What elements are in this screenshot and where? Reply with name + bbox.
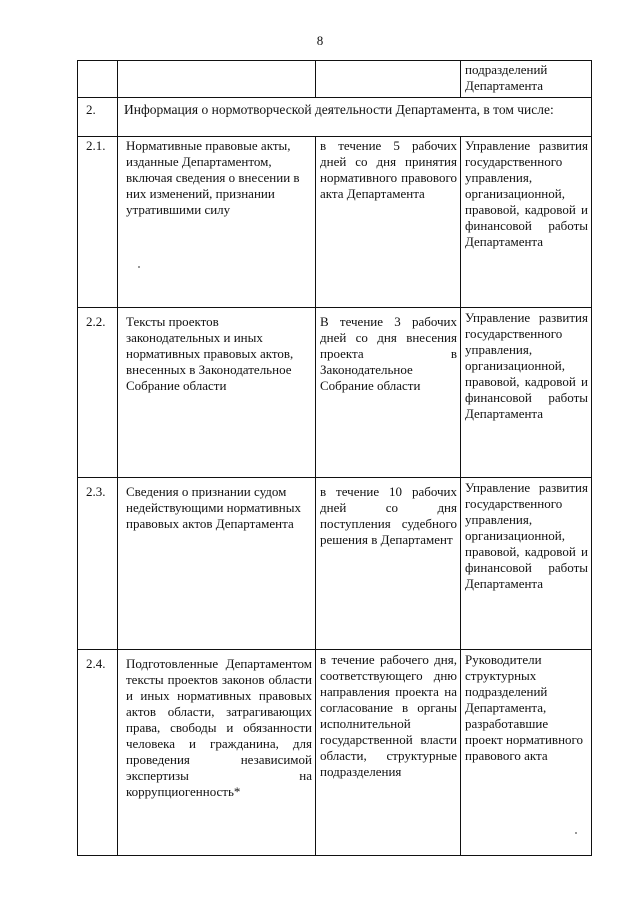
info-cell: Подготовленные Департаментом тексты проектов законов области и иных нормативных правовых актов области, затрагивающих права, свободы и обязанности человека и гражданина, для проведения независимой экспертизы на коррупциогенность*: [118, 650, 316, 856]
table-row-2-3: [78, 478, 592, 650]
row-number-cell: 2.: [78, 98, 118, 137]
row-number-cell: 2.2.: [78, 308, 118, 478]
table-row-continuation: [78, 61, 592, 98]
term-cell: в течение 5 рабочих дней со дня принятия нормативного правового акта Департамента: [316, 137, 461, 308]
row-number-cell: 2.3.: [78, 478, 118, 650]
row-number-cell: 2.1.: [78, 137, 118, 308]
term-cell: в течение 10 рабочих дней со дня поступления судебного решения в Департамент: [316, 478, 461, 650]
info-cell: Сведения о признании судом недействующими нормативных правовых актов Департамента: [118, 478, 316, 650]
responsible-cell: Управление развития государственного управления, организационной, правовой, кадровой и финансовой работы Департамента: [461, 137, 592, 308]
responsible-cell: Управление развития государственного управления, организационной, правовой, кадровой и финансовой работы Департамента: [461, 478, 592, 650]
information-table: [77, 60, 592, 856]
scan-speck: [575, 832, 577, 834]
table-row-section-2: [78, 98, 592, 137]
responsible-cell: подразделений Департамента: [461, 61, 592, 98]
section-heading-cell: Информация о нормотворческой деятельности Департамента, в том числе:: [118, 98, 592, 137]
table-row-2-1: [78, 137, 592, 308]
term-cell: в течение рабочего дня, соответствующего дню направления проекта на согласование в органы исполнительной государственной власти области, структурные подразделения: [316, 650, 461, 856]
info-cell: Тексты проектов законодательных и иных нормативных правовых актов, внесенных в Законодательное Собрание области: [118, 308, 316, 478]
info-cell: [118, 61, 316, 98]
responsible-cell: Управление развития государственного управления, организационной, правовой, кадровой и финансовой работы Департамента: [461, 308, 592, 478]
page-number: 8: [316, 33, 324, 48]
scan-speck: [138, 266, 140, 268]
term-cell: [316, 61, 461, 98]
term-cell: В течение 3 рабочих дней со дня внесения проекта в Законодательное Собрание области: [316, 308, 461, 478]
info-cell: Нормативные правовые акты, изданные Департаментом, включая сведения о внесении в них изменений, признании утратившими силу: [118, 137, 316, 308]
responsible-cell: Руководители структурных подразделений Департамента, разработавшие проект нормативного правового акта: [461, 650, 592, 856]
row-number-cell: [78, 61, 118, 98]
row-number-cell: 2.4.: [78, 650, 118, 856]
table-row-2-2: [78, 308, 592, 478]
table-row-2-4: [78, 650, 592, 856]
